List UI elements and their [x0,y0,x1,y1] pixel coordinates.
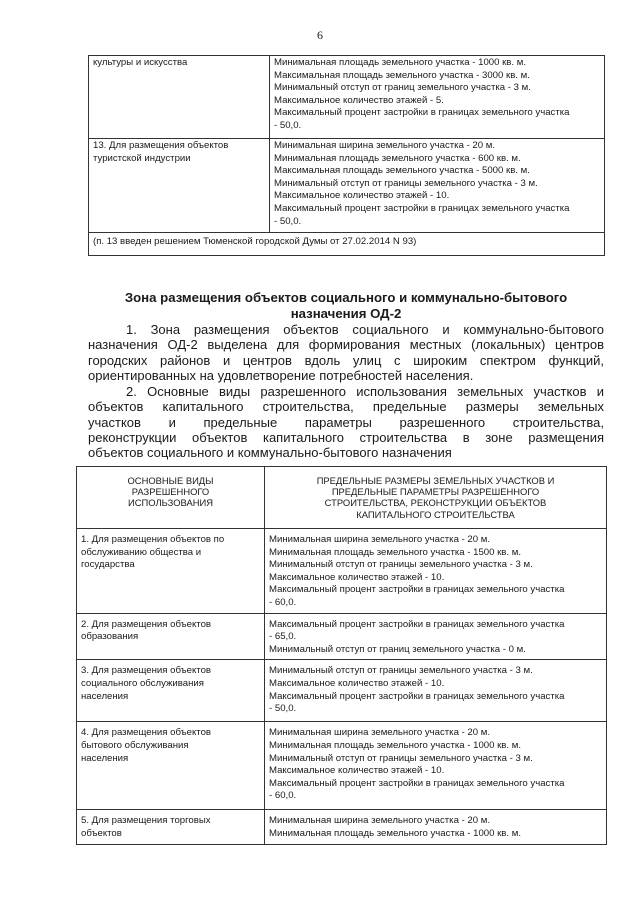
param-line: Минимальный отступ от границы земельного участка - 3 м. [269,665,533,677]
use-cell [77,660,265,722]
param-line: Минимальная ширина земельного участка - 20 м. [269,727,491,739]
use-text: населения [81,690,129,702]
main-table [76,466,607,845]
params-cell [270,56,605,139]
table-row [77,810,607,844]
param-line: Минимальная площадь земельного участка - 600 кв. м. [274,152,521,164]
use-cell [89,56,270,139]
param-line: Минимальная ширина земельного участка - 20 м. [269,815,491,827]
params-cell [265,660,607,722]
amendment-note: (п. 13 введен решением Тюменской городской Думы от 27.02.2014 N 93) [89,233,605,256]
paragraph-line: объектов капитального строительства, предельные размеры земельных [88,399,604,415]
param-line: - 50,0. [274,215,302,227]
table-row [77,722,607,810]
params-cell [270,139,605,233]
table-row [77,613,607,660]
header-cell-params [265,467,607,529]
page-number: 6 [317,28,323,42]
param-line: Максимальный процент застройки в границах земельного участка [274,107,570,119]
param-line: Максимальный процент застройки в границах земельного участка [269,690,565,702]
paragraph-2 [88,384,604,460]
param-line: Максимальная площадь земельного участка - 5000 кв. м. [274,165,530,177]
params-cell [265,810,607,844]
param-line: - 50,0. [274,119,302,131]
paragraph-line: городских районов и центров вдоль улиц с широким спектром функций, [88,352,604,368]
table-header-row [77,467,607,529]
param-line: Минимальный отступ от границы земельного участка - 3 м. [269,752,533,764]
use-text: образования [81,631,139,643]
param-line: Минимальный отступ от границы земельного участка - 3 м. [274,177,538,189]
param-line: Максимальный процент застройки в границах земельного участка [274,202,570,214]
param-line: - 60,0. [269,790,297,802]
paragraph-line: назначения ОД-2 выделена для формирования местных (локальных) центров [88,337,604,353]
header-text: ИСПОЛЬЗОВАНИЯ [128,497,213,509]
paragraph-line: участков и предельные параметры разрешенного строительства, [88,414,604,430]
use-text: социального обслуживания [81,677,204,689]
table-row [89,56,605,139]
use-text: объектов [81,827,122,839]
param-line: Максимальный процент застройки в границах земельного участка [269,584,565,596]
params-cell [265,613,607,660]
header-text: ОСНОВНЫЕ ВИДЫ [127,475,214,486]
section-title [88,290,604,322]
param-line: Минимальный отступ от границ земельного участка - 0 м. [269,643,526,655]
table-row [89,233,605,256]
table-row [77,660,607,722]
paragraph-line: объектов социального и коммунально-бытового назначения [88,445,452,461]
use-text: обслуживанию общества и [81,546,202,558]
param-line: Минимальный отступ от границ земельного участка - 3 м. [274,82,531,94]
param-line: - 50,0. [269,703,297,715]
paragraph-1 [88,322,604,383]
param-line: Максимальное количество этажей - 10. [269,765,445,777]
param-line: Минимальный отступ от границы земельного участка - 3 м. [269,559,533,571]
param-line: Минимальная площадь земельного участка - 1000 кв. м. [274,57,526,68]
use-text: культуры и искусства [93,57,188,68]
param-line: Минимальная площадь земельного участка - 1000 кв. м. [269,827,521,839]
param-line: Минимальная площадь земельного участка - 1000 кв. м. [269,739,521,751]
use-text: государства [81,559,135,571]
param-line: Максимальное количество этажей - 5. [274,94,444,106]
paragraph-line: ориентированных на удовлетворение потребностей населения. [88,367,474,383]
use-text: 3. Для размещения объектов [81,665,212,677]
param-line: Максимальное количество этажей - 10. [269,571,445,583]
header-text: КАПИТАЛЬНОГО СТРОИТЕЛЬСТВА [356,508,515,520]
use-text: 4. Для размещения объектов [81,727,212,739]
use-text: населения [81,752,129,764]
section-title-line: Зона размещения объектов социального и коммунально-бытового [124,290,568,305]
header-text: ПРЕДЕЛЬНЫЕ ПАРАМЕТРЫ РАЗРЕШЕННОГО [331,486,540,498]
use-text: туристской индустрии [93,152,191,164]
param-line: Минимальная площадь земельного участка - 1500 кв. м. [269,546,521,558]
param-line: - 60,0. [269,596,297,608]
param-line: - 65,0. [269,631,297,643]
header-text: СТРОИТЕЛЬСТВА, РЕКОНСТРУКЦИИ ОБЪЕКТОВ [324,497,547,509]
use-text: бытового обслуживания [81,739,189,751]
paragraph-line: реконструкции объектов капитального строительства в зоне размещения [88,429,604,445]
use-text: 1. Для размещения объектов по [81,534,225,545]
param-line: Максимальное количество этажей - 10. [269,677,445,689]
param-line: Максимальное количество этажей - 10. [274,190,450,202]
header-text: РАЗРЕШЕННОГО [131,486,210,498]
param-line: Максимальный процент застройки в границах земельного участка [269,618,565,630]
param-line: Максимальная площадь земельного участка - 3000 кв. м. [274,69,530,81]
section-title-line: назначения ОД-2 [290,306,402,321]
params-cell [265,529,607,614]
use-text: 5. Для размещения торговых [81,815,211,827]
table-row [89,139,605,233]
paragraph-line: 2. Основные виды разрешенного использования земельных участков и [126,384,604,399]
param-line: Минимальная ширина земельного участка - 20 м. [274,140,496,151]
param-line: Максимальный процент застройки в границах земельного участка [269,777,565,789]
use-cell [77,529,265,614]
paragraph-line: 1. Зона размещения объектов социального и коммунально-бытового [126,322,604,337]
table-row [77,529,607,614]
use-cell [77,613,265,660]
header-cell-use [77,467,265,529]
use-cell [77,810,265,844]
use-text: 2. Для размещения объектов [81,618,212,630]
params-cell [265,722,607,810]
param-line: Минимальная ширина земельного участка - 20 м. [269,534,491,545]
use-cell [77,722,265,810]
header-text: ПРЕДЕЛЬНЫЕ РАЗМЕРЫ ЗЕМЕЛЬНЫХ УЧАСТКОВ И [316,475,555,486]
use-cell [89,139,270,233]
use-text: 13. Для размещения объектов [93,140,229,151]
top-table [88,55,605,256]
